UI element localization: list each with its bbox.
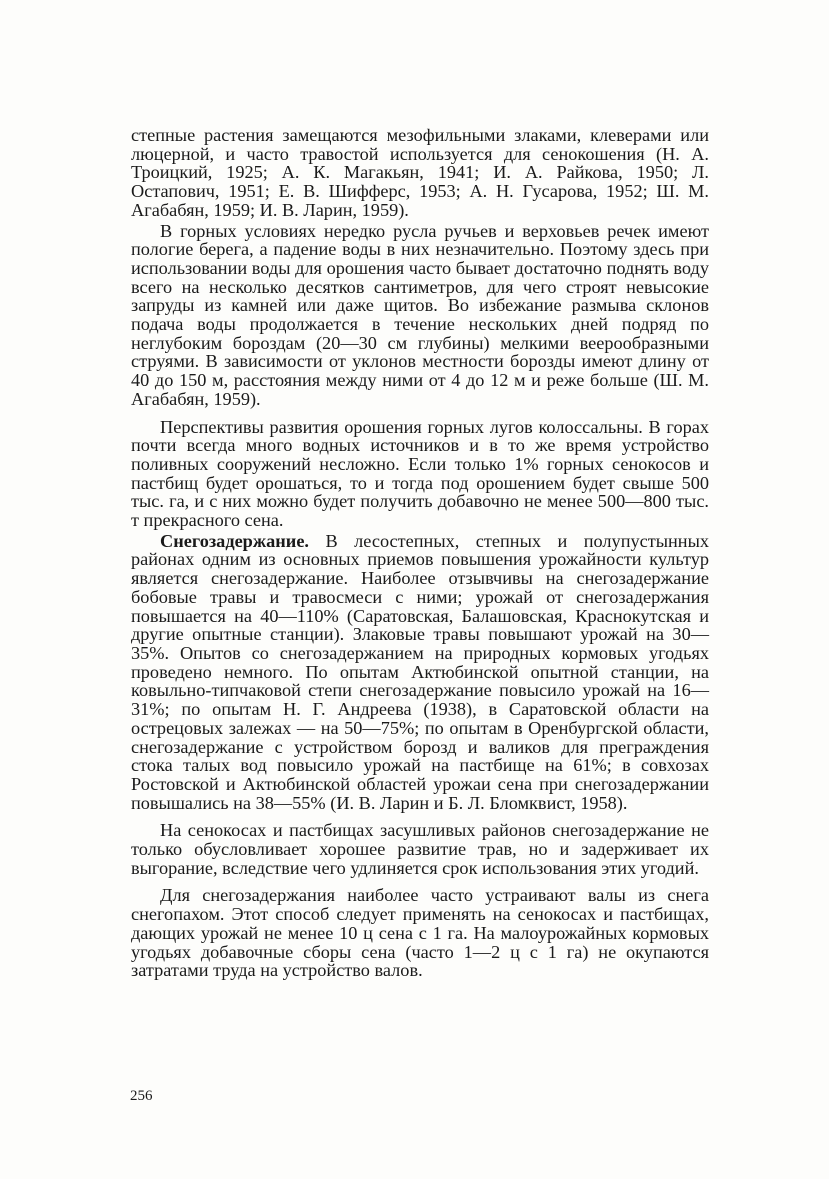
paragraph-1: степные растения замещаются мезофильными злаками, клеверами или люцерной, и часто травостой используется для сенокошения (Н. А. Троицкий, 1925; А. К. Магакьян, 1941; И. А. Райкова, 1950; Л. Остапович, 1951; Е. В. Шифферс, 1953; А. Н. Гусарова, 1952; Ш. М. Агабабян, 1959; И. В. Ларин, 1959).: [131, 125, 709, 220]
paragraph-heading: Снегозадержание.: [160, 530, 309, 551]
paragraph-5: На сенокосах и пастбищах засушливых районов снегозадержание не только обусловливает хорошее развитие трав, но и задерживает их выгорание, вследствие чего удлиняется срок использования этих угодий.: [131, 820, 709, 878]
paragraph-6: Для снегозадержания наиболее часто устраивают валы из снега снегопахом. Этот способ следует применять на сенокосах и пастбищах, дающих урожай не менее 10 ц сена с 1 га. На малоурожайных кормовых угодьях добавочные сборы сена (часто 1—2 ц с 1 га) не окупаются затратами труда на устройство валов.: [131, 885, 709, 981]
paragraph-3: Перспективы развития орошения горных лугов колоссальны. В горах почти всегда много водных источников и в то же время устройство поливных сооружений несложно. Если только 1% горных сенокосов и пастбищ будет орошаться, то и тогда под орошением будет свыше 500 тыс. га, и с них можно будет получить добавочно не менее 500—800 тыс. т прекрасного сена.: [131, 416, 709, 531]
body-text: [131, 126, 709, 980]
paragraph-4: Снегозадержание. В лесостепных, степных и полупустынных районах одним из основных приемов повышения урожайности культур является снегозадержание. Наиболее отзывчивы на снегозадержание бобовые травы и травосмеси с ними; урожай от снегозадержания повышается на 40—110% (Саратовская, Балашовская, Краснокутская и другие опытные станции). Злаковые травы повышают урожай на 30—35%. Опытов со снегозадержанием на природных кормовых угодьях проведено немного. По опытам Актюбинской опытной станции, на ковыльно-типчаковой степи снегозадержание повысило урожай на 16—31%; по опытам Н. Г. Андреева (1938), в Саратовской области на острецовых залежах — на 50—75%; по опытам в Оренбургской области, снегозадержание с устройством борозд и валиков для преграждения стока талых вод повысило урожай на пастбище на 61%; в совхозах Ростовской и Актюбинской областей урожаи сена при снегозадержании повышались на 38—55% (И. В. Ларин и Б. Л. Бломквист, 1958).: [131, 530, 709, 813]
paragraph-2: В горных условиях нередко русла ручьев и верховьев речек имеют пологие берега, а падение воды в них незначительно. Поэтому здесь при использовании воды для орошения часто бывает достаточно поднять воду всего на несколько десятков сантиметров, для чего строят невысокие запруды из камней или даже щитов. Во избежание размыва склонов подача воды продолжается в течение нескольких дней подряд по неглубоким бороздам (20—30 см глубины) мелкими веерообразными струями. В зависимости от уклонов местности борозды имеют длину от 40 до 150 м, расстояния между ними от 4 до 12 м и реже больше (Ш. М. Агабабян, 1959).: [131, 220, 709, 409]
page-number: 256: [130, 1088, 153, 1104]
